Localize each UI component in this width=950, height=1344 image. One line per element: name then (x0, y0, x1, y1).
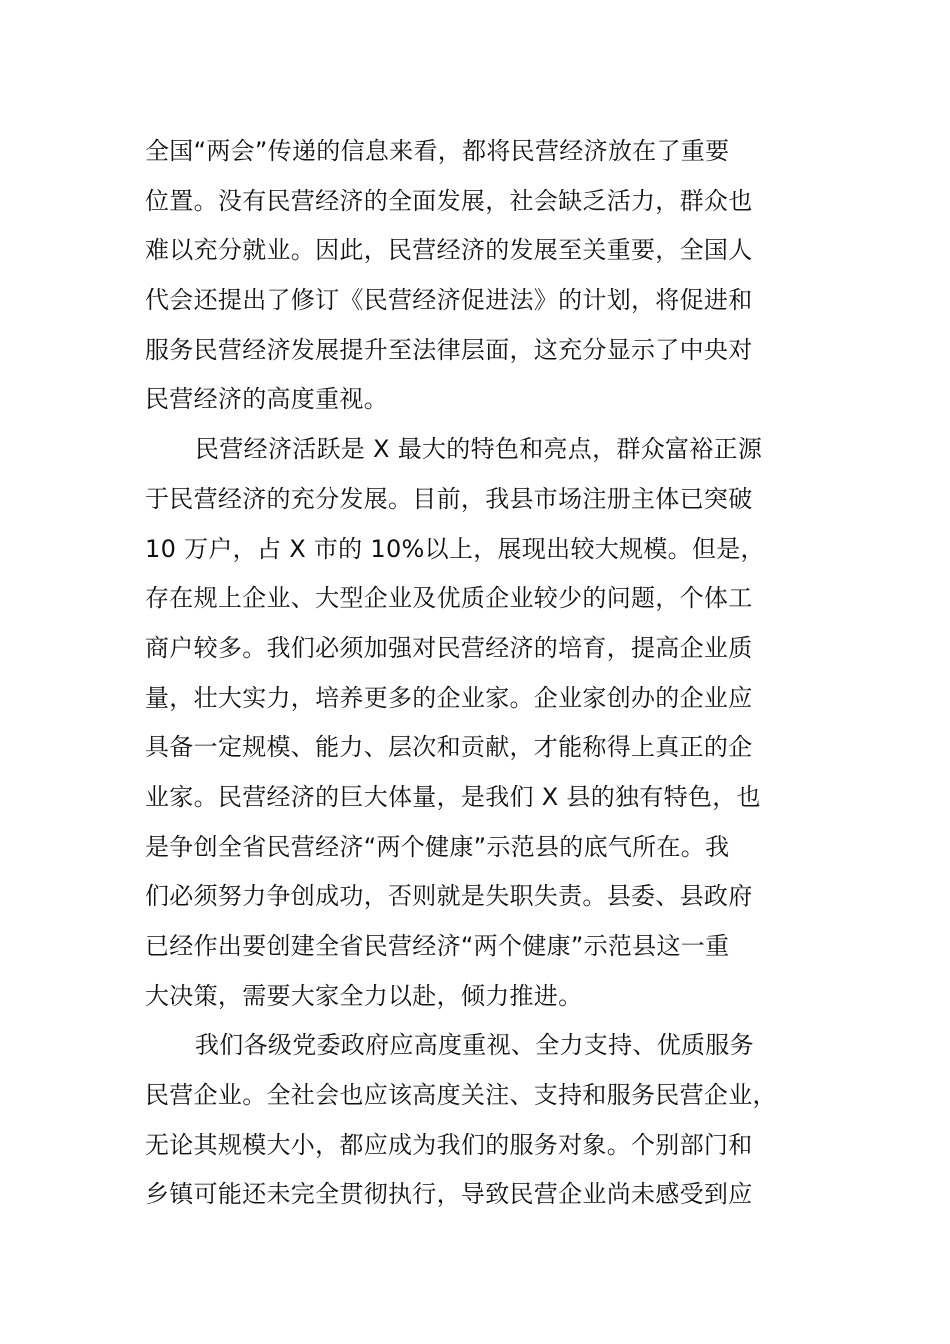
text-line: 业家。民营经济的巨大体量，是我们 X 县的独有特色，也 (145, 782, 761, 811)
text-line: 乡镇可能还未完全贯彻执行，导致民营企业尚未感受到应 (145, 1180, 753, 1209)
text-line: 10 万户，占 X 市的 10%以上，展现出较大规模。但是， (145, 534, 765, 563)
text-line: 已经作出要创建全省民营经济“两个健康”示范县这一重 (145, 932, 730, 960)
text-line: 代会还提出了修订《民营经济促进法》的计划，将促进和 (145, 286, 753, 315)
text-line: 于民营经济的充分发展。目前，我县市场注册主体已突破 (145, 484, 753, 513)
text-line: 们必须努力争创成功，否则就是失职失责。县委、县政府 (145, 882, 753, 911)
body-text (145, 127, 805, 1220)
text-line: 位置。没有民营经济的全面发展，社会缺乏活力，群众也 (145, 186, 753, 215)
paragraph-first-line: 我们各级党委政府应高度重视、全力支持、优质服务 (195, 1031, 754, 1060)
text-line: 存在规上企业、大型企业及优质企业较少的问题，个体工 (145, 584, 753, 613)
text-line: 是争创全省民营经济“两个健康”示范县的底气所在。我 (145, 832, 730, 861)
text-line: 商户较多。我们必须加强对民营经济的培育，提高企业质 (145, 633, 753, 662)
paragraph-first-line: 民营经济活跃是 X 最大的特色和亮点，群众富裕正源 (195, 435, 763, 464)
text-line: 全国“两会”传递的信息来看，都将民营经济放在了重要 (145, 137, 730, 165)
text-line: 民营企业。全社会也应该高度关注、支持和服务民营企业， (145, 1081, 777, 1110)
text-line: 具备一定规模、能力、层次和贡献，才能称得上真正的企 (145, 733, 753, 762)
text-line: 大决策，需要大家全力以赴，倾力推进。 (145, 981, 583, 1010)
text-line: 量，壮大实力，培养更多的企业家。企业家创办的企业应 (145, 683, 753, 712)
text-line: 难以充分就业。因此，民营经济的发展至关重要，全国人 (145, 236, 753, 265)
text-line: 服务民营经济发展提升至法律层面，这充分显示了中央对 (145, 335, 753, 364)
text-line: 无论其规模大小，都应成为我们的服务对象。个别部门和 (145, 1130, 753, 1159)
text-line: 民营经济的高度重视。 (145, 385, 388, 414)
